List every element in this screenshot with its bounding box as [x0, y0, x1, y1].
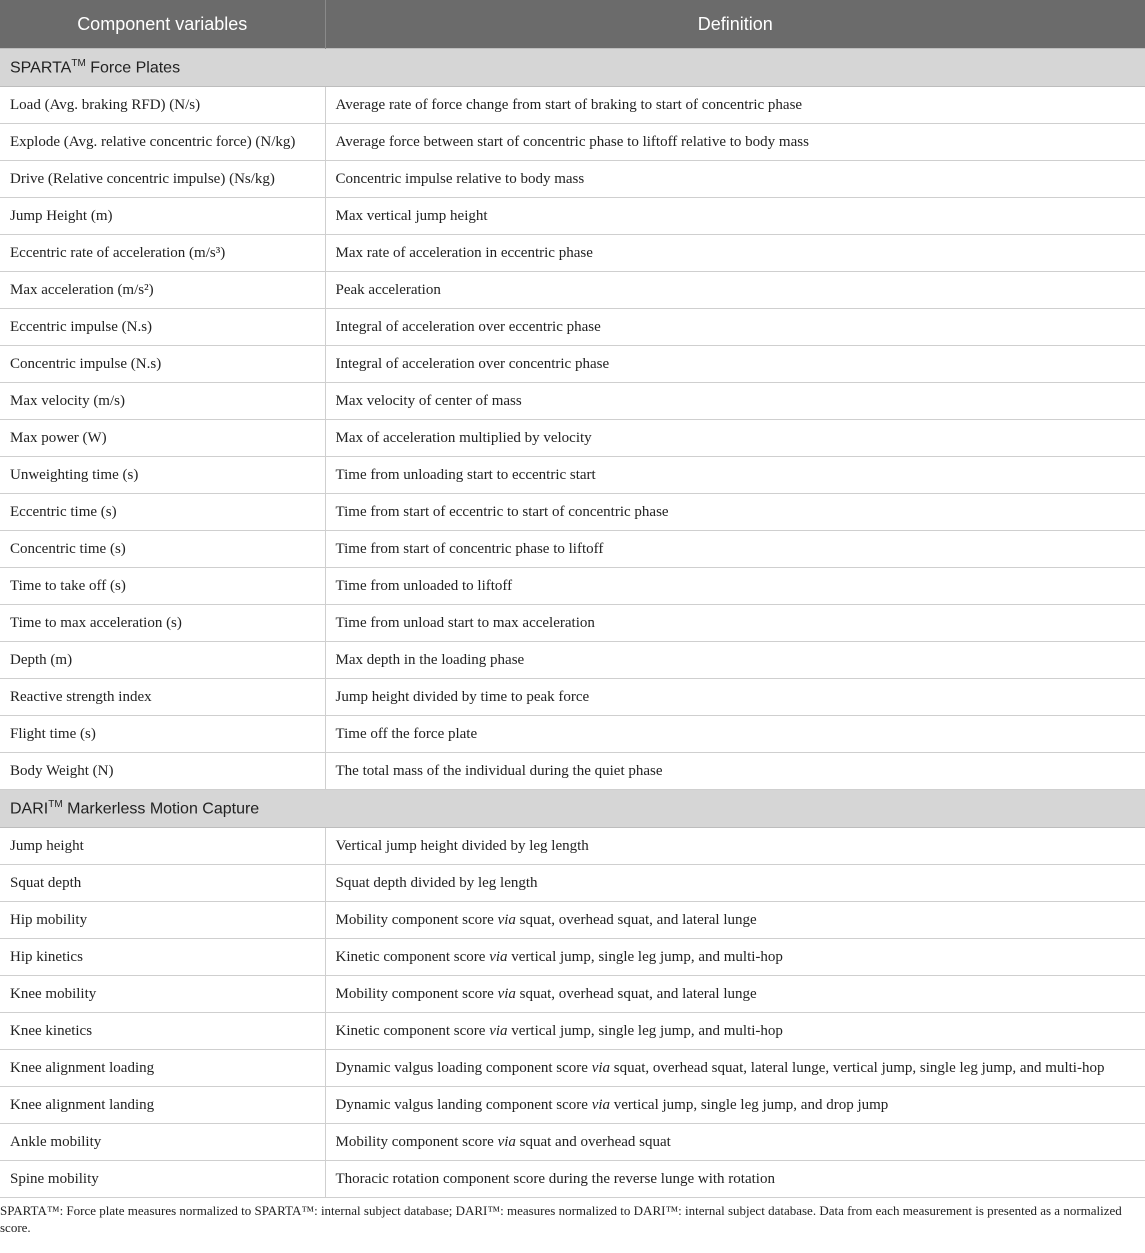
definition-cell [325, 1013, 1145, 1050]
section-title-rest: Markerless Motion Capture [62, 800, 260, 818]
definition-text-rest: vertical jump, single leg jump, and drop jump [610, 1096, 889, 1113]
definition-cell [325, 902, 1145, 939]
definition-cell [325, 198, 1145, 235]
definition-text: Max depth in the loading phase [335, 651, 525, 668]
definition-cell [325, 1124, 1145, 1161]
variable-cell: Max acceleration (m/s²) [0, 272, 325, 309]
table-row [0, 1087, 1145, 1124]
variable-cell: Time to max acceleration (s) [0, 605, 325, 642]
definition-text-rest: squat and overhead squat [515, 1133, 671, 1150]
variable-cell: Time to take off (s) [0, 568, 325, 605]
definition-cell [325, 605, 1145, 642]
definition-text: Time from unload start to max acceleration [335, 614, 595, 631]
variable-cell: Max power (W) [0, 420, 325, 457]
definition-cell [325, 494, 1145, 531]
table-row [0, 1124, 1145, 1161]
definition-cell [325, 1161, 1145, 1198]
definition-cell [325, 457, 1145, 494]
variable-cell: Knee kinetics [0, 1013, 325, 1050]
definition-text: Mobility component score [335, 1133, 498, 1150]
section-header-row [0, 790, 1145, 828]
table-row [0, 568, 1145, 605]
table-row [0, 420, 1145, 457]
definition-cell [325, 716, 1145, 753]
variable-cell: Eccentric time (s) [0, 494, 325, 531]
variable-cell: Depth (m) [0, 642, 325, 679]
section-title [0, 790, 1145, 828]
definition-cell [325, 309, 1145, 346]
definition-text: Vertical jump height divided by leg length [335, 837, 589, 854]
variable-cell: Load (Avg. braking RFD) (N/s) [0, 87, 325, 124]
definition-text: Peak acceleration [335, 281, 441, 298]
table-header-row [0, 0, 1145, 49]
variable-cell: Ankle mobility [0, 1124, 325, 1161]
definition-text: Jump height divided by time to peak force [335, 688, 590, 705]
definition-text: Average force between start of concentric phase to liftoff relative to body mass [335, 133, 809, 150]
table-row [0, 235, 1145, 272]
trademark-superscript: TM [48, 798, 63, 810]
section-title-main: SPARTA [10, 59, 72, 77]
definition-cell [325, 235, 1145, 272]
variable-cell: Concentric time (s) [0, 531, 325, 568]
definition-text: Mobility component score [335, 911, 498, 928]
table-row [0, 716, 1145, 753]
variable-cell: Knee mobility [0, 976, 325, 1013]
table-row [0, 87, 1145, 124]
header-definition: Definition [325, 0, 1145, 49]
variable-cell: Explode (Avg. relative concentric force) (N/kg) [0, 124, 325, 161]
definition-cell [325, 420, 1145, 457]
definition-cell [325, 161, 1145, 198]
trademark-superscript: TM [71, 57, 86, 69]
definition-text: Average rate of force change from start of braking to start of concentric phase [335, 96, 803, 113]
table-row [0, 605, 1145, 642]
table-row [0, 642, 1145, 679]
variable-cell: Jump height [0, 828, 325, 865]
definition-text-rest: squat, overhead squat, and lateral lunge [515, 911, 757, 928]
definition-text: Kinetic component score [335, 948, 490, 965]
variable-cell: Max velocity (m/s) [0, 383, 325, 420]
variable-cell: Unweighting time (s) [0, 457, 325, 494]
section-title [0, 49, 1145, 87]
definition-cell [325, 531, 1145, 568]
definition-text: Thoracic rotation component score during the reverse lunge with rotation [335, 1170, 775, 1187]
definition-cell [325, 828, 1145, 865]
definition-text: Dynamic valgus landing component score [335, 1096, 592, 1113]
variable-cell: Eccentric rate of acceleration (m/s³) [0, 235, 325, 272]
definition-text: The total mass of the individual during the quiet phase [335, 762, 663, 779]
definition-text: Mobility component score [335, 985, 498, 1002]
variable-cell: Hip mobility [0, 902, 325, 939]
table-footnote: SPARTA™: Force plate measures normalized to SPARTA™: internal subject database; DARI™: measures normalized to DARI™: internal subject database. Data from each measurement is presented as a normalized score. [0, 1203, 1122, 1235]
definition-cell [325, 1050, 1145, 1087]
definition-cell [325, 976, 1145, 1013]
definition-text: Dynamic valgus loading component score [335, 1059, 592, 1076]
definition-text-rest: vertical jump, single leg jump, and multi-hop [507, 1022, 783, 1039]
table-row [0, 124, 1145, 161]
variable-cell: Eccentric impulse (N.s) [0, 309, 325, 346]
section-title-main: DARI [10, 800, 49, 818]
table-row [0, 1161, 1145, 1198]
definition-text: Squat depth divided by leg length [335, 874, 538, 891]
definition-italic: via [489, 948, 508, 965]
section-title-rest: Force Plates [85, 59, 181, 77]
definition-cell [325, 383, 1145, 420]
table-row [0, 198, 1145, 235]
definition-italic: via [497, 985, 516, 1002]
variable-cell: Hip kinetics [0, 939, 325, 976]
definition-text: Integral of acceleration over eccentric phase [335, 318, 601, 335]
variable-cell: Concentric impulse (N.s) [0, 346, 325, 383]
variable-cell: Squat depth [0, 865, 325, 902]
variable-cell: Knee alignment loading [0, 1050, 325, 1087]
definition-text: Max rate of acceleration in eccentric phase [335, 244, 593, 261]
table-row [0, 679, 1145, 716]
definition-text: Time from start of concentric phase to liftoff [335, 540, 604, 557]
definition-cell [325, 272, 1145, 309]
table-row [0, 976, 1145, 1013]
definition-text: Time from start of eccentric to start of concentric phase [335, 503, 669, 520]
definition-cell [325, 87, 1145, 124]
table-row [0, 494, 1145, 531]
definition-text: Max vertical jump height [335, 207, 488, 224]
definition-text: Max velocity of center of mass [335, 392, 522, 409]
definition-text: Kinetic component score [335, 1022, 490, 1039]
table-row [0, 161, 1145, 198]
definition-text-rest: vertical jump, single leg jump, and multi-hop [507, 948, 783, 965]
variable-cell: Reactive strength index [0, 679, 325, 716]
definition-text: Max of acceleration multiplied by velocity [335, 429, 592, 446]
table-row [0, 309, 1145, 346]
definition-text: Integral of acceleration over concentric phase [335, 355, 610, 372]
definition-italic: via [497, 1133, 516, 1150]
table-row [0, 346, 1145, 383]
definition-text: Time from unloading start to eccentric start [335, 466, 596, 483]
table-row [0, 1050, 1145, 1087]
table-row [0, 939, 1145, 976]
variable-cell: Spine mobility [0, 1161, 325, 1198]
table-row [0, 902, 1145, 939]
definition-text: Time from unloaded to liftoff [335, 577, 513, 594]
variable-cell: Knee alignment landing [0, 1087, 325, 1124]
section-header-row [0, 49, 1145, 87]
definition-cell [325, 568, 1145, 605]
definition-text-rest: squat, overhead squat, lateral lunge, vertical jump, single leg jump, and multi-hop [610, 1059, 1105, 1076]
definition-italic: via [591, 1096, 611, 1113]
definition-cell [325, 346, 1145, 383]
variable-cell: Flight time (s) [0, 716, 325, 753]
definition-cell [325, 865, 1145, 902]
table-row [0, 753, 1145, 790]
definition-text: Concentric impulse relative to body mass [335, 170, 585, 187]
table-row [0, 383, 1145, 420]
header-component-variables: Component variables [0, 0, 325, 49]
table-row [0, 457, 1145, 494]
table-row [0, 828, 1145, 865]
table-row [0, 1013, 1145, 1050]
table-row [0, 531, 1145, 568]
variable-cell: Jump Height (m) [0, 198, 325, 235]
definition-italic: via [591, 1059, 611, 1076]
definition-text-rest: squat, overhead squat, and lateral lunge [515, 985, 757, 1002]
definition-cell [325, 642, 1145, 679]
definition-italic: via [497, 911, 516, 928]
table-row [0, 865, 1145, 902]
variable-cell: Body Weight (N) [0, 753, 325, 790]
definition-cell [325, 679, 1145, 716]
definition-italic: via [489, 1022, 508, 1039]
definition-cell [325, 753, 1145, 790]
definition-cell [325, 1087, 1145, 1124]
definition-cell [325, 124, 1145, 161]
variable-cell: Drive (Relative concentric impulse) (Ns/kg) [0, 161, 325, 198]
table-row [0, 272, 1145, 309]
definition-cell [325, 939, 1145, 976]
table-body [0, 49, 1145, 1198]
definition-text: Time off the force plate [335, 725, 478, 742]
